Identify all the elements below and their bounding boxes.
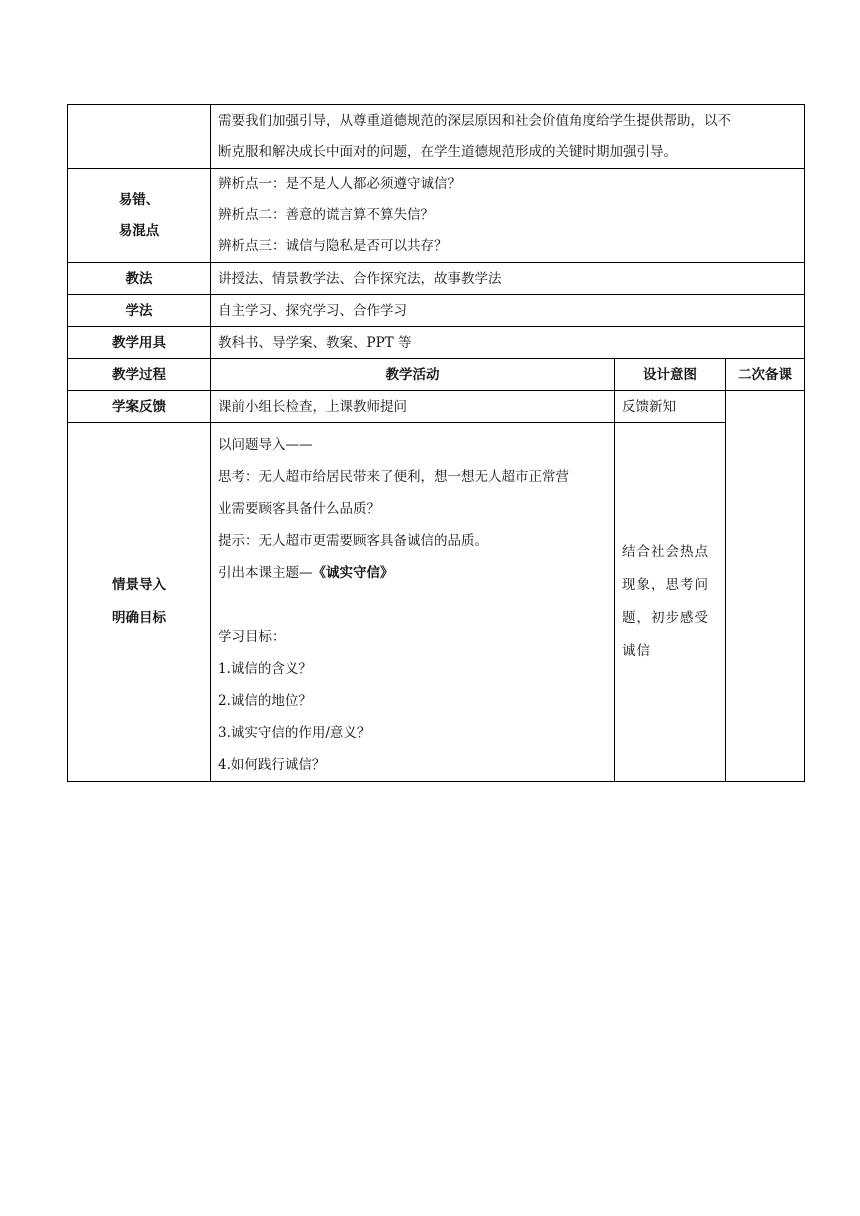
scene-row xyxy=(68,423,805,782)
confusion-point: 辨析点三：诚信与隐私是否可以共存？ xyxy=(218,238,448,254)
header-activity: 教学活动 xyxy=(211,359,615,391)
teaching-method-row xyxy=(68,263,805,295)
activity-topic: 引出本课主题—《诚实守信》 xyxy=(218,565,394,581)
header-process: 教学过程 xyxy=(68,359,211,391)
header-second: 二次备课 xyxy=(726,359,805,391)
activity-think: 业需要顾客具备什么品质？ xyxy=(218,501,380,517)
learning-method-row xyxy=(68,295,805,327)
intro-text-cell xyxy=(211,105,805,169)
teaching-method-label: 教法 xyxy=(68,263,211,295)
confusion-point: 辨析点二：善意的谎言算不算失信？ xyxy=(218,207,434,223)
confusion-point: 辨析点一：是不是人人都必须遵守诚信？ xyxy=(218,176,461,192)
goal-item: 2.诚信的地位？ xyxy=(218,693,312,709)
activity-hint: 提示：无人超市更需要顾客具备诚信的品质。 xyxy=(218,533,488,549)
intro-line: 断克服和解决成长中面对的问题，在学生道德规范形成的关键时期加强引导。 xyxy=(218,143,677,160)
second-prep-cell xyxy=(726,391,805,782)
intro-row xyxy=(68,105,805,169)
scene-label: 情景导入 明确目标 xyxy=(68,423,211,782)
activity-think: 思考：无人超市给居民带来了便利，想一想无人超市正常营 xyxy=(218,469,569,485)
activity-intro: 以问题导入—— xyxy=(218,437,313,453)
tools-value: 教科书、导学案、教案、PPT 等 xyxy=(211,327,805,359)
empty-label-cell xyxy=(68,105,211,169)
feedback-purpose: 反馈新知 xyxy=(615,391,726,423)
feedback-row xyxy=(68,391,805,423)
scene-purpose: 结合社会热点 现象，思考问 题，初步感受 诚信 xyxy=(615,423,726,782)
confusion-row xyxy=(68,169,805,263)
tools-row xyxy=(68,327,805,359)
confusion-points xyxy=(211,169,805,263)
goal-item: 1.诚信的含义？ xyxy=(218,661,312,677)
learning-method-value: 自主学习、探究学习、合作学习 xyxy=(211,295,805,327)
tools-label: 教学用具 xyxy=(68,327,211,359)
feedback-label: 学案反馈 xyxy=(68,391,211,423)
goals-title: 学习目标： xyxy=(218,629,286,645)
scene-activity xyxy=(211,423,615,782)
lesson-plan-table xyxy=(67,104,805,782)
goal-item: 3.诚实守信的作用/意义？ xyxy=(218,725,371,741)
feedback-activity: 课前小组长检查，上课教师提问 xyxy=(211,391,615,423)
confusion-label: 易错、 易混点 xyxy=(68,169,211,263)
header-purpose: 设计意图 xyxy=(615,359,726,391)
header-row xyxy=(68,359,805,391)
learning-method-label: 学法 xyxy=(68,295,211,327)
intro-line: 需要我们加强引导，从尊重道德规范的深层原因和社会价值角度给学生提供帮助，以不 xyxy=(218,112,731,129)
teaching-method-value: 讲授法、情景教学法、合作探究法，故事教学法 xyxy=(211,263,805,295)
topic-title: 《诚实守信》 xyxy=(312,565,394,581)
goal-item: 4.如何践行诚信？ xyxy=(218,757,326,773)
